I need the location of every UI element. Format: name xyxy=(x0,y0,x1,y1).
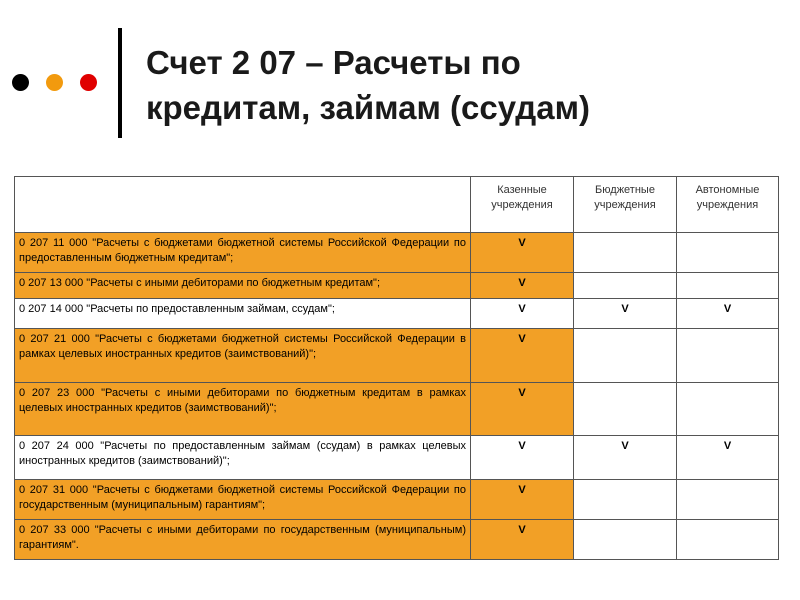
mark-avtonomnye xyxy=(677,273,779,299)
row-description: 0 207 13 000 "Расчеты с иными дебиторами по бюджетным кредитам"; xyxy=(15,273,471,299)
mark-kazennye: V xyxy=(471,329,574,383)
table-row xyxy=(15,233,779,273)
table-row xyxy=(15,520,779,560)
mark-kazennye: V xyxy=(471,520,574,560)
table-row xyxy=(15,299,779,329)
header-cell-empty xyxy=(15,177,471,233)
table-row xyxy=(15,273,779,299)
black-dot-icon xyxy=(12,74,29,91)
table-header-row xyxy=(15,177,779,233)
mark-kazennye: V xyxy=(471,383,574,436)
mark-budgetnye: V xyxy=(574,436,677,480)
bullet-dots xyxy=(12,74,102,92)
row-description: 0 207 11 000 "Расчеты с бюджетами бюджетной системы Российской Федерации по предоставленным бюджетным кредитам"; xyxy=(15,233,471,273)
mark-avtonomnye: V xyxy=(677,299,779,329)
mark-avtonomnye xyxy=(677,329,779,383)
header-avtonomnye: Автономные учреждения xyxy=(677,177,779,233)
mark-budgetnye: V xyxy=(574,299,677,329)
row-description: 0 207 14 000 "Расчеты по предоставленным займам, ссудам"; xyxy=(15,299,471,329)
row-description: 0 207 24 000 "Расчеты по предоставленным займам (ссудам) в рамках целевых иностранных кредитов (заимствований)"; xyxy=(15,436,471,480)
mark-budgetnye xyxy=(574,383,677,436)
slide-title xyxy=(146,40,786,130)
row-description: 0 207 31 000 "Расчеты с бюджетами бюджетной системы Российской Федерации по государственным (муниципальным) гарантиям"; xyxy=(15,480,471,520)
header-budgetnye: Бюджетные учреждения xyxy=(574,177,677,233)
mark-budgetnye xyxy=(574,329,677,383)
table-row xyxy=(15,480,779,520)
mark-kazennye: V xyxy=(471,436,574,480)
mark-budgetnye xyxy=(574,233,677,273)
mark-kazennye: V xyxy=(471,299,574,329)
mark-budgetnye xyxy=(574,520,677,560)
orange-dot-icon xyxy=(46,74,63,91)
row-description: 0 207 23 000 "Расчеты с иными дебиторами по бюджетным кредитам в рамках целевых иностранных кредитов (заимствований)"; xyxy=(15,383,471,436)
header-kazennye: Казенные учреждения xyxy=(471,177,574,233)
mark-avtonomnye xyxy=(677,383,779,436)
red-dot-icon xyxy=(80,74,97,91)
title-divider xyxy=(118,28,122,138)
mark-avtonomnye xyxy=(677,233,779,273)
mark-avtonomnye xyxy=(677,520,779,560)
mark-avtonomnye xyxy=(677,480,779,520)
mark-budgetnye xyxy=(574,273,677,299)
mark-kazennye: V xyxy=(471,233,574,273)
table-row xyxy=(15,383,779,436)
accounts-table xyxy=(14,176,779,560)
row-description: 0 207 33 000 "Расчеты с иными дебиторами по государственным (муниципальным) гарантиям". xyxy=(15,520,471,560)
mark-kazennye: V xyxy=(471,273,574,299)
mark-kazennye: V xyxy=(471,480,574,520)
mark-avtonomnye: V xyxy=(677,436,779,480)
mark-budgetnye xyxy=(574,480,677,520)
table-row xyxy=(15,436,779,480)
table-row xyxy=(15,329,779,383)
slide-title-line2: кредитам, займам (ссудам) xyxy=(146,89,590,126)
slide-title-line1: Счет 2 07 – Расчеты по xyxy=(146,44,521,81)
row-description: 0 207 21 000 "Расчеты с бюджетами бюджетной системы Российской Федерации в рамках целевых иностранных кредитов (заимствований)"; xyxy=(15,329,471,383)
